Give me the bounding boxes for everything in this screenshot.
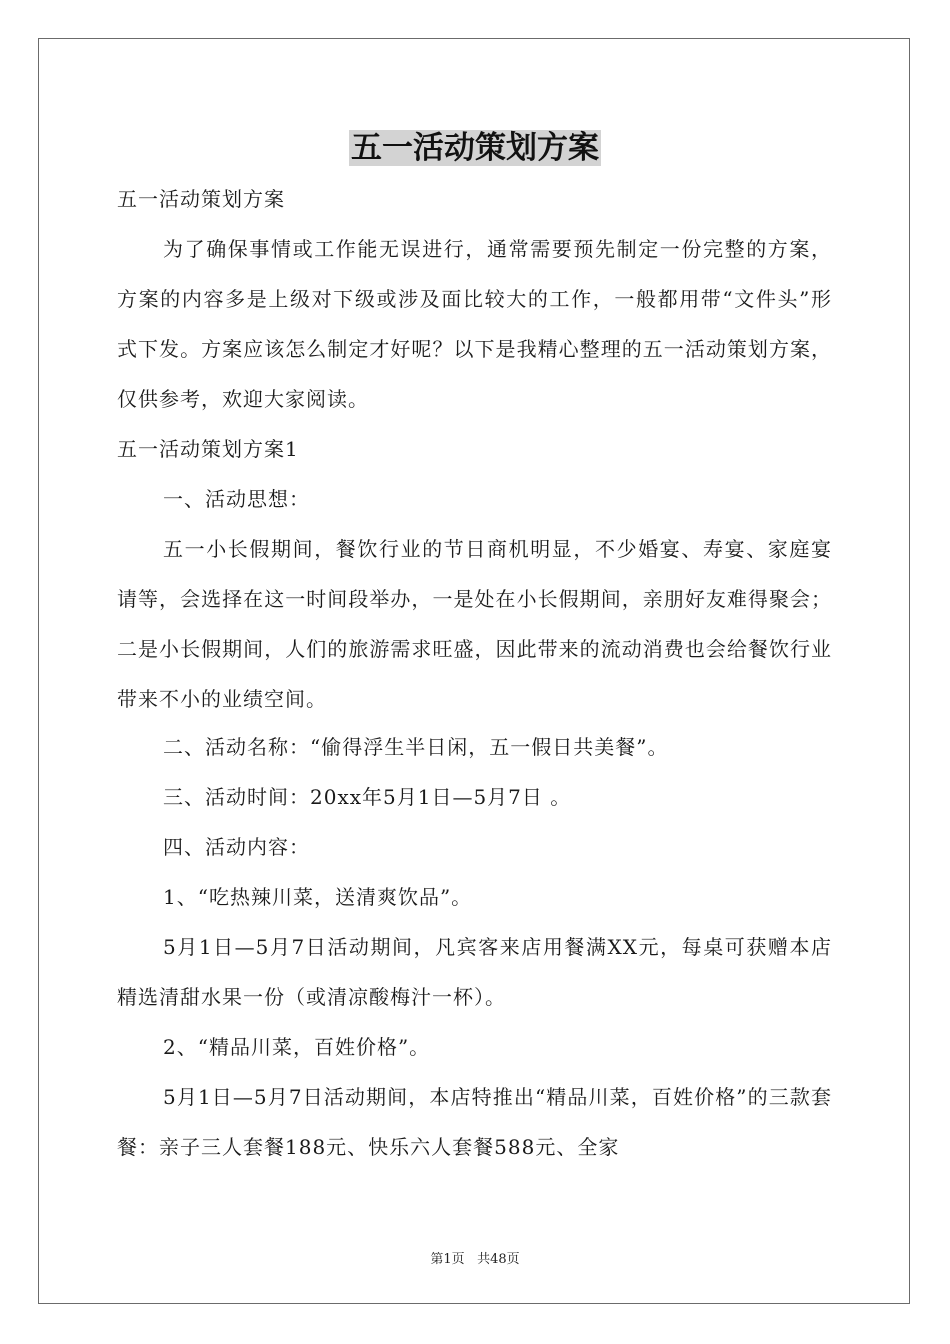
page-footer <box>0 1248 950 1267</box>
item1-paragraph: 5月1日—5月7日活动期间，凡宾客来店用餐满XX元，每桌可获赠本店精选清甜水果一份（或清凉酸梅汁一杯）。 <box>117 935 832 1009</box>
title-text: 五一活动策划方案 <box>351 130 599 166</box>
page-number: 第1页 <box>430 1252 465 1267</box>
intro-paragraph: 为了确保事情或工作能无误进行，通常需要预先制定一份完整的方案，方案的内容多是上级对下级或涉及面比较大的工作，一般都用带“文件头”形式下发。方案应该怎么制定才好呢？以下是我精心整理的五一活动策划方案，仅供参考，欢迎大家阅读。 <box>117 237 832 411</box>
thought-paragraph: 五一小长假期间，餐饮行业的节日商机明显，不少婚宴、寿宴、家庭宴请等，会选择在这一时间段举办，一是处在小长假期间，亲朋好友难得聚会；二是小长假期间，人们的旅游需求旺盛，因此带来的流动消费也会给餐饮行业带来不小的业绩空间。 <box>117 537 832 711</box>
thought-heading: 一、活动思想： <box>163 487 310 511</box>
section-heading: 五一活动策划方案1 <box>117 437 299 461</box>
item2-paragraph: 5月1日—5月7日活动期间，本店特推出“精品川菜，百姓价格”的三款套餐：亲子三人套餐188元、快乐六人套餐588元、全家 <box>117 1085 832 1159</box>
document-subtitle: 五一活动策划方案 <box>117 187 285 211</box>
item1-title: 1、“吃热辣川菜，送清爽饮品”。 <box>163 885 473 909</box>
activity-name-line: 二、活动名称：“偷得浮生半日闲，五一假日共美餐”。 <box>163 735 669 759</box>
activity-time-line: 三、活动时间：20xx年5月1日—5月7日 。 <box>163 785 572 809</box>
content-heading: 四、活动内容： <box>163 835 310 859</box>
item2-title: 2、“精品川菜，百姓价格”。 <box>163 1035 431 1059</box>
document-title <box>0 126 950 170</box>
page-total: 共48页 <box>477 1252 520 1267</box>
